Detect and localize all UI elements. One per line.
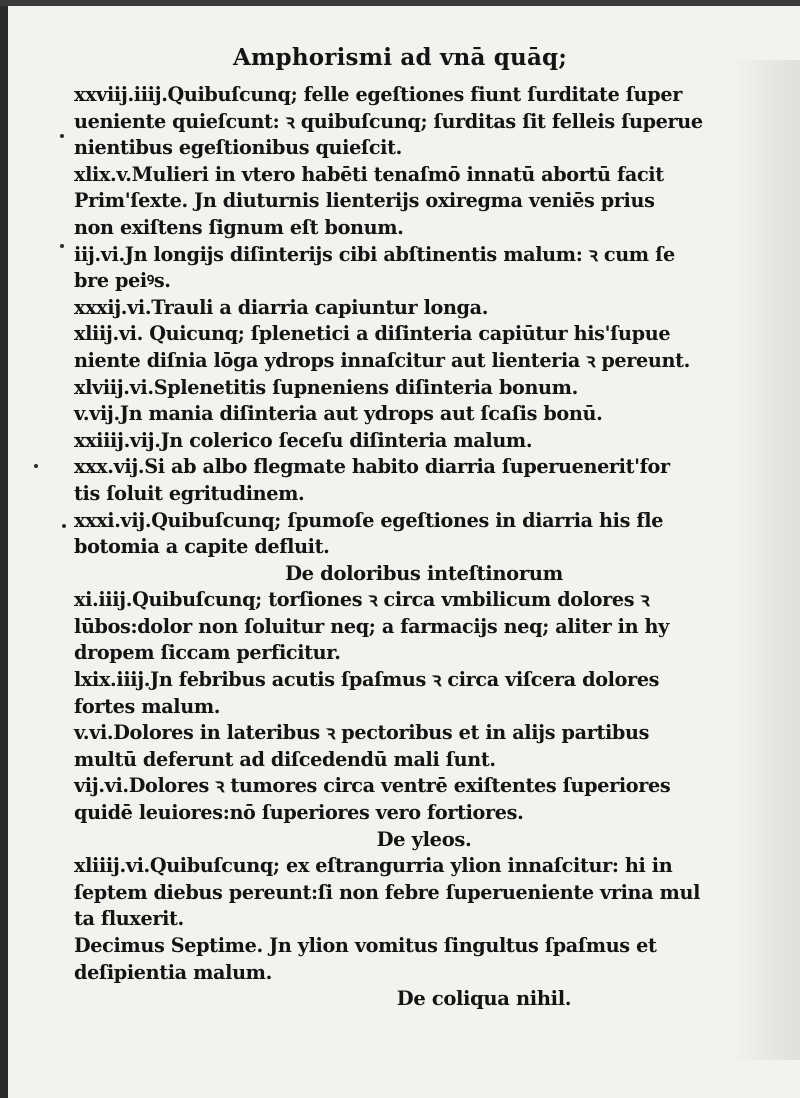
section-heading: De yleos. — [376, 827, 472, 851]
text-line: ta fluxerit. — [74, 907, 184, 931]
section-heading: De doloribus inteſtinorum — [285, 561, 563, 585]
text-line: lūbos:dolor non ſoluitur neq; a farmacijs neq; aliter in hy — [74, 614, 669, 638]
text-line: botomia a capite defluit. — [74, 535, 330, 559]
text-line: quidē leuiores:nō ſuperiores vero fortiores. — [74, 801, 524, 825]
text-line: non exiſtens ſignum eſt bonum. — [74, 215, 404, 239]
text-line: multū deferunt ad diſcedendū mali ſunt. — [74, 747, 496, 771]
scan-edge-left — [0, 0, 8, 1098]
text-line: Decimus Septime. Jn ylion vomitus ſingultus ſpaſmus et — [74, 934, 657, 957]
text-line: v.vij.Jn mania diſinteria aut ydrops aut ſcaſis bonū. — [74, 402, 603, 426]
scan-speck — [34, 464, 38, 468]
text-line: bre peiꝰs. — [74, 269, 171, 293]
text-line: xxx.vij.Si ab albo flegmate habito diarria ſuperuenerit'for — [74, 455, 670, 479]
section-heading: De coliqua nihil. — [396, 987, 572, 1011]
text-line: xxxij.vi.Trauli a diarria capiuntur longa. — [74, 295, 489, 319]
text-line: xxiiij.vij.Jn colerico ſeceſu diſinteria malum. — [74, 428, 533, 452]
text-line: v.vi.Dolores in lateribus ꝛ pectoribus et in alijs partibus — [74, 721, 650, 745]
text-line: fortes malum. — [74, 694, 221, 718]
text-line: xlviij.vi.Splenetitis ſupneniens diſinteria bonum. — [74, 375, 578, 399]
text-line: ſeptem diebus pereunt:ſi non febre ſuperueniente vrina mul — [74, 880, 701, 904]
text-line: xlix.v.Mulieri in vtero habēti tenaſmō innatū abortū facit — [74, 162, 664, 186]
text-line: vij.vi.Dolores ꝛ tumores circa ventrē exiſtentes ſuperiores — [74, 774, 671, 798]
scan-speck — [62, 524, 66, 528]
scan-speck — [60, 134, 64, 138]
text-line: xliiij.vi.Quibuſcunq; ex eſtrangurria ylion innaſcitur: hi in — [74, 854, 673, 878]
scan-speck — [60, 244, 64, 248]
text-line: deſipientia malum. — [74, 960, 272, 984]
text-line: tis ſoluit egritudinem. — [74, 481, 305, 505]
text-line: xxxi.vij.Quibuſcunq; ſpumoſe egeſtiones in diarria his fle — [74, 508, 664, 532]
text-line: ueniente quieſcunt: ꝛ quibuſcunq; ſurditas ſit felleis ſuperue — [74, 109, 703, 133]
text-line: niente diſnia lōga ydrops innaſcitur aut lienteria ꝛ pereunt. — [74, 348, 690, 372]
text-line: dropem ſiccam perficitur. — [74, 641, 341, 665]
text-block — [74, 82, 774, 1013]
scan-edge-top — [0, 0, 800, 6]
text-line: lxix.iiij.Jn febribus acutis ſpaſmus ꝛ circa viſcera dolores — [74, 668, 660, 692]
text-line: Prim'ſexte. Jn diuturnis lienterijs oxiregma veniēs prius — [74, 189, 655, 213]
text-line: iij.vi.Jn longijs diſinterijs cibi abſtinentis malum: ꝛ cum ſe — [74, 242, 675, 266]
text-line: xliij.vi. Quicunq; ſplenetici a diſinteria capiūtur his'ſupue — [74, 322, 671, 346]
text-line: nientibus egeſtionibus quieſcit. — [74, 136, 402, 160]
text-line: xxviij.iiij.Quibuſcunq; felle egeſtiones fiunt ſurditate ſuper — [74, 83, 682, 106]
text-line: xi.iiij.Quibuſcunq; torſiones ꝛ circa vmbilicum dolores ꝛ — [74, 588, 650, 612]
running-head: Amphorismi ad vnā quāq; — [232, 44, 568, 71]
